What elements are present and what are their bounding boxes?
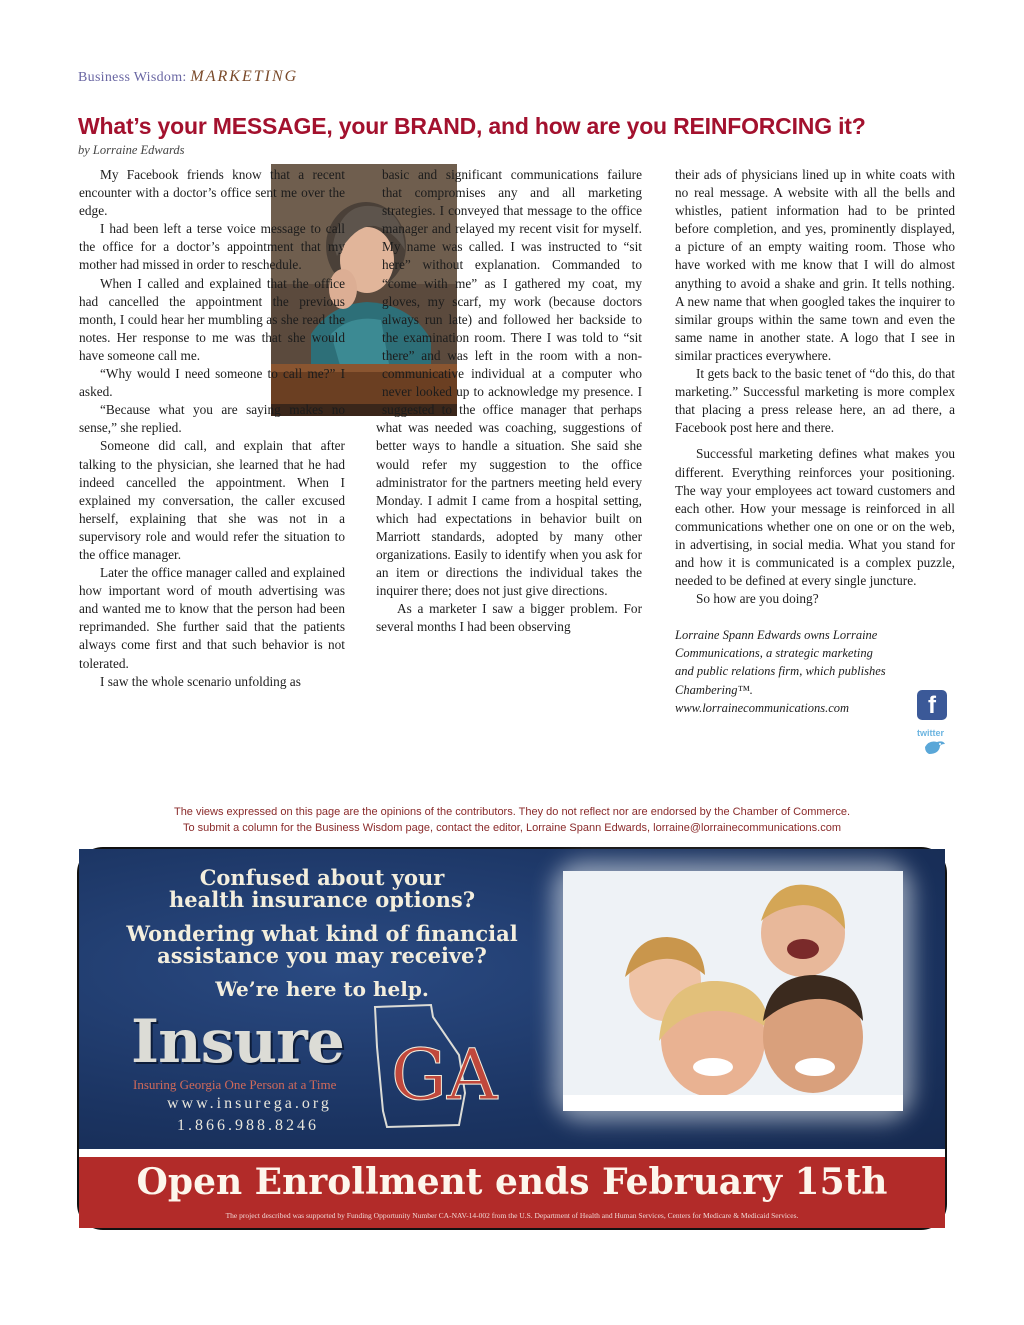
col2-paragraph: basic and significant communications failure that compromises any and all marketing strategies. I conveyed that message to the office manager and relayed my recent visit for myself. My name was called. I was instructed to “sit here” without explanation. Commanded to “come with me” as I gathered my coat, my gloves, my scarf, my work (because doctors always run late) and followed her backside to the examination room. There I was told to “sit there” and was left in the room with a non-communicative individual at a computer who never looked up to acknowledge my presence. I suggested to the office manager that perhaps what was needed was coaching, suggestions of better ways to handle a situation. She said she would refer my suggestion to the office administrator for the partners meeting held every Monday. I admit I came from a hospital setting, which had expectations in behavior built on Marriott standards, adopted by many other organizations. Easily to identify when you ask for an item or directions the individual takes the inquirer there; does not just give directions. — [376, 167, 642, 599]
article-column-3 — [675, 166, 955, 717]
col1-paragraph: When I called and explained that the office had cancelled the appointment the previous month, I could hear her mumbling as she read the notes. Her response to me was that she would have someone call me. — [79, 275, 345, 363]
twitter-bird-icon[interactable] — [923, 738, 947, 756]
logo-wordmark: Insure — [131, 1007, 344, 1077]
photo-text-wrap-space — [294, 164, 378, 416]
col3-paragraph: Successful marketing defines what makes you different. Everything reinforces your positioning. The way your employees act toward customers and each other. How your message is reinforced in all communications whether one on one or on the web, in advertising, in social media. What you stand for and how it is communicated is a complex puzzle, needed to be defined at every single juncture. — [675, 446, 955, 589]
ad-phone[interactable]: 1.866.988.8246 — [177, 1117, 319, 1134]
article-column-2 — [376, 166, 642, 636]
bio-line: Communications, a strategic marketing — [675, 646, 873, 661]
section-topic: MARKETING — [190, 68, 299, 85]
ad-help-text: We’re here to help. — [215, 977, 429, 1001]
col2-paragraph: As a marketer I saw a bigger problem. For several months I had been observing — [376, 601, 642, 635]
col1-paragraph: My Facebook friends know that a recent encounter with a doctor’s office sent me over the edge. — [79, 167, 345, 219]
logo-tagline: Insuring Georgia One Person at a Time — [133, 1077, 337, 1092]
bio-line: Lorraine Spann Edwards owns Lorraine — [675, 628, 878, 643]
col1-paragraph: Later the office manager called and explained how important word of mouth advertising was and wanted me to know that the person had been reprimanded. She further said that the patients always come first and that such behavior is not tolerated. — [79, 565, 345, 671]
col1-paragraph: I had been left a terse voice message to call the office for a doctor’s appointment that my mother had missed in order to reschedule. — [79, 221, 345, 273]
ad-question-2-line: assistance you may receive? — [157, 943, 487, 968]
insurega-logo — [131, 1007, 498, 1137]
ad-question-1-line: health insurance options? — [169, 887, 475, 912]
article-headline: What’s your MESSAGE, your BRAND, and how are you REINFORCING it? — [78, 113, 866, 139]
bio-line: and public relations firm, which publishes — [675, 664, 886, 679]
facebook-icon[interactable]: f — [917, 690, 947, 720]
section-prefix: Business Wisdom: — [78, 70, 187, 85]
col3-paragraph: It gets back to the basic tenet of “do this, do that marketing.” Successful marketing is more complex that placing a press release here, an ad there, a Facebook post here and there. — [675, 366, 955, 436]
ad-website[interactable]: www.insurega.org — [167, 1095, 332, 1112]
georgia-state-outline-icon — [361, 1001, 498, 1131]
col3-paragraph: their ads of physicians lined up in white coats with no real message. A website with all the bells and whistles, patient information had to be printed before completion, and yes, prominently displayed, a picture of an empty waiting room. Those who have worked with me know that I will do almost anything to avoid a shake and grin. It tells nothing. A new name that when googled takes the inquirer to similar groups within the same town and even the same name in another state. A logo that I see in similar practices everywhere. — [675, 167, 955, 363]
disclaimer-line: To submit a column for the Business Wisdom page, contact the editor, Lorraine Spann Edwards, lorraine@lorrainecommunications.com — [182, 822, 842, 834]
disclaimer-line: The views expressed on this page are the opinions of the contributors. They do not reflect nor are endorsed by the Chamber of Commerce. — [173, 806, 851, 818]
col1-paragraph: “Why would I need someone to call me?” I asked. — [79, 366, 345, 400]
ad-question-1 — [117, 867, 527, 911]
family-photo — [563, 871, 903, 1111]
section-tag — [78, 68, 298, 86]
bio-website-link[interactable]: www.lorrainecommunications.com — [675, 700, 850, 715]
family-photo-illustration — [563, 871, 903, 1111]
col3-paragraph: So how are you doing? — [696, 591, 819, 607]
ad-blue-panel — [79, 849, 945, 1149]
social-icons — [917, 690, 953, 761]
page-disclaimer — [0, 804, 1024, 836]
logo-state-letters: GA — [391, 1034, 498, 1116]
ad-fine-print: The project described was supported by Funding Opportunity Number CA-NAV-14-002 from the U.S. Department of Health and Human Services, Centers for Medicare & Medicaid Services. — [225, 1211, 799, 1220]
col1-paragraph: I saw the whole scenario unfolding as — [100, 673, 301, 689]
col1-paragraph: “Because what you are saying makes no sense,” she replied. — [79, 402, 345, 436]
ad-call-to-action: Open Enrollment ends February 15th — [136, 1161, 888, 1203]
author-bio — [675, 626, 905, 716]
col1-paragraph: Someone did call, and explain that after talking to the physician, she learned that he had indeed cancelled the appointment. When I explained my conversation, the caller excused herself, explaining that she was not in a supervisory role and would refer the situation to the office manager. — [79, 438, 345, 562]
article-byline: by Lorraine Edwards — [78, 143, 185, 157]
ad-enrollment-banner — [79, 1157, 945, 1228]
twitter-label[interactable]: twitter — [917, 728, 944, 738]
bio-line: Chambering™. — [675, 682, 753, 697]
ad-question-2 — [117, 923, 527, 967]
ad-question-2-line: Wondering what kind of financial — [126, 921, 518, 946]
insurega-advertisement[interactable] — [77, 847, 947, 1230]
ad-question-1-line: Confused about your — [199, 865, 445, 890]
